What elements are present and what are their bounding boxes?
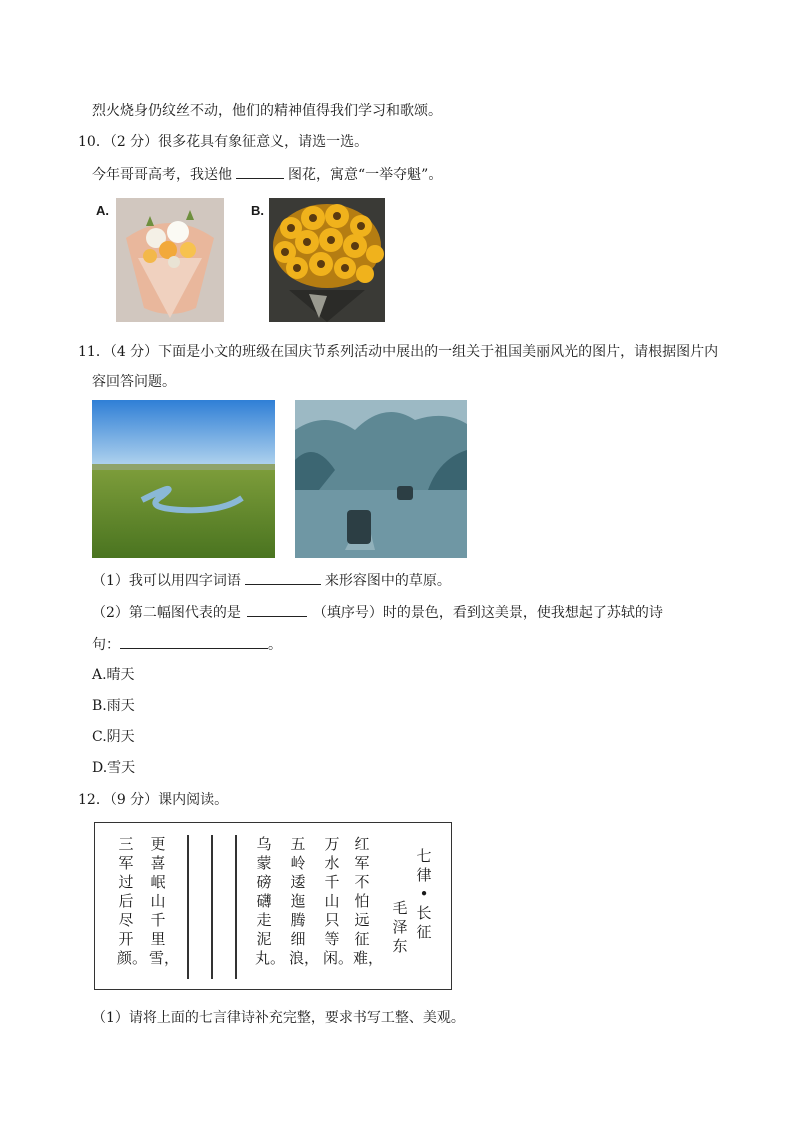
q10-stem-start: 今年哥哥高考，我送他 [92,167,232,183]
poem-line: 三军过后尽开颜。 [117,835,148,967]
sub2-period: 。 [268,637,282,653]
sub1-start: （1）我可以用四字词语 [92,573,241,589]
option-b-label: B. [251,203,264,218]
text-line: 烈火烧身仍纹丝不动，他们的精神值得我们学习和歌颂。 [92,103,442,119]
option-a-label: A. [96,203,109,218]
answer-line[interactable] [211,835,213,979]
q10-stem-end: 图花，寓意“一举夺魁”。 [288,167,443,183]
grassland-photo [92,400,275,558]
poem-line: 红军不怕远征难， [353,835,384,967]
answer-blank[interactable] [236,164,284,179]
sub2-prefix: 句： [92,637,120,653]
poem-line: 五岭逶迤腾细浪， [289,835,320,967]
poem-line: 乌蒙磅礴走泥丸。 [255,835,286,967]
sub-question-1 [92,570,451,591]
option-b: B.雨天 [92,698,135,714]
rainy-lake-photo [295,400,467,558]
answer-blank[interactable] [245,570,321,585]
answer-blank[interactable] [247,602,307,617]
poem-author: 毛泽东 [392,899,408,955]
poem-line: 万水千山只等闲。 [323,835,354,967]
question-10-stem [92,164,442,185]
bouquet-photo [116,198,224,322]
question-12: 12．（9 分）课内阅读。 [78,792,229,808]
question-10: 10．（2 分）很多花具有象征意义，请选一选。 [78,134,369,150]
option-a: A.晴天 [92,667,135,683]
answer-line[interactable] [235,835,237,979]
option-c: C.阴天 [92,729,135,745]
sub2-start: （2）第二幅图代表的是 [92,605,241,621]
poem-line: 更喜岷山千里雪， [149,835,180,967]
question-11: 11．（4 分）下面是小文的班级在国庆节系列活动中展出的一组关于祖国美丽风光的图片，请根据图片内 [78,344,719,360]
sub-question-2 [92,602,663,623]
question-12-sub-1: （1）请将上面的七言律诗补充完整，要求书写工整、美观。 [92,1010,465,1026]
sub1-end: 来形容图中的草原。 [324,573,451,589]
poem-title: 七律•长征 [416,847,432,941]
answer-line[interactable] [187,835,189,979]
sunflower-photo [269,198,385,322]
poem-box [94,822,452,990]
sub2-mid: （填序号）时的景色，看到这美景，使我想起了苏轼的诗 [312,605,663,621]
question-11-cont: 容回答问题。 [92,374,176,390]
sub-question-2-cont [92,634,282,655]
answer-blank[interactable] [120,634,268,649]
option-d: D.雪天 [92,760,136,776]
